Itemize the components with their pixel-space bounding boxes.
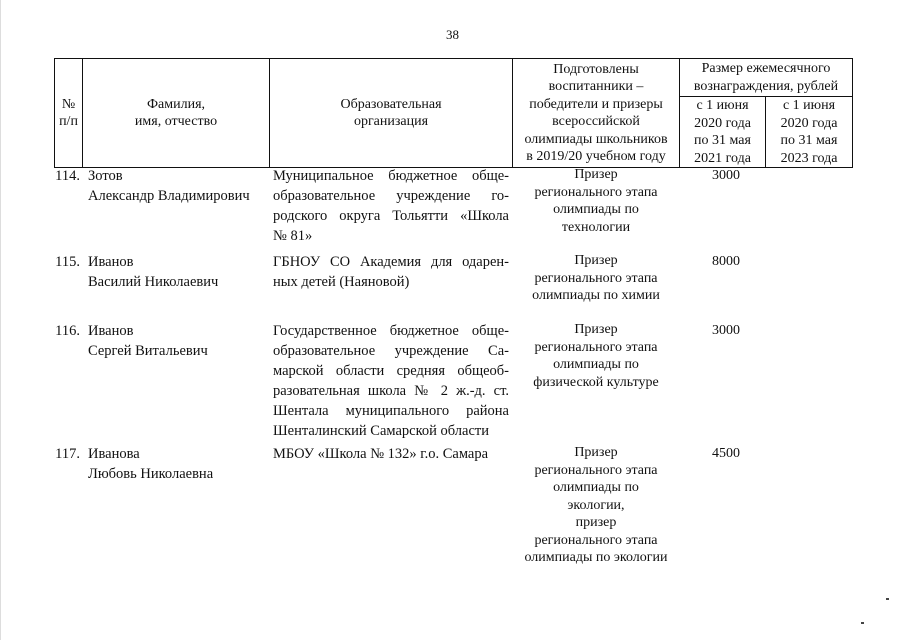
- row-amount: 3000: [712, 323, 740, 338]
- header-org: Образовательная организация: [270, 59, 513, 168]
- row-organization: ГБНОУ СО Академия для одарен- ных детей (Наяновой): [273, 254, 509, 290]
- row-name: Зотов Александр Владимирович: [88, 168, 250, 204]
- row-prepared: Призер регионального этапа олимпиады по экологии, призер регионального этапа олимпиады по экологии: [524, 445, 668, 565]
- header-num: № п/п: [55, 59, 83, 168]
- header-name: Фамилия, имя, отчество: [83, 59, 270, 168]
- row-number: 117.: [55, 446, 80, 462]
- row-amount: 4500: [712, 446, 740, 461]
- row-organization: Государственное бюджетное обще- образовательное учреждение Са- марской области средняя общеоб- разовательная школа № 2 ж.-д. ст. Шентала муниципального района Шенталинский Самарской области: [273, 323, 509, 439]
- page-edge: [0, 0, 3, 640]
- row-name: Иванов Сергей Витальевич: [88, 323, 208, 359]
- row-amount: 3000: [712, 168, 740, 183]
- header-prepared: Подготовлены воспитанники – победители и призеры всероссийской олимпиады школьников в 2019/20 учебном году: [513, 59, 680, 168]
- header-period-2021: с 1 июня 2020 года по 31 мая 2021 года: [680, 97, 766, 168]
- row-name: Иванов Василий Николаевич: [88, 254, 219, 290]
- row-organization: МБОУ «Школа № 132» г.о. Самара: [273, 446, 489, 462]
- row-name: Иванова Любовь Николаевна: [88, 446, 214, 482]
- row-number: 115.: [55, 254, 80, 270]
- header-period-2023: с 1 июня 2020 года по 31 мая 2023 года: [766, 97, 853, 168]
- row-prepared: Призер регионального этапа олимпиады по технологии: [534, 167, 658, 235]
- scan-speck: [886, 598, 889, 600]
- row-organization: Муниципальное бюджетное обще- образовательное учреждение го- родского округа Тольятти «Школа № 81»: [273, 168, 509, 244]
- table-header: [54, 58, 853, 168]
- scan-speck: [861, 622, 864, 624]
- row-amount: 8000: [712, 254, 740, 269]
- row-number: 116.: [55, 323, 80, 339]
- row-prepared: Призер регионального этапа олимпиады по физической культуре: [533, 322, 659, 390]
- header-reward: Размер ежемесячного вознаграждения, рублей: [680, 59, 853, 97]
- row-number: 114.: [55, 168, 80, 184]
- page-number: 38: [446, 27, 459, 42]
- row-prepared: Призер регионального этапа олимпиады по химии: [532, 253, 660, 303]
